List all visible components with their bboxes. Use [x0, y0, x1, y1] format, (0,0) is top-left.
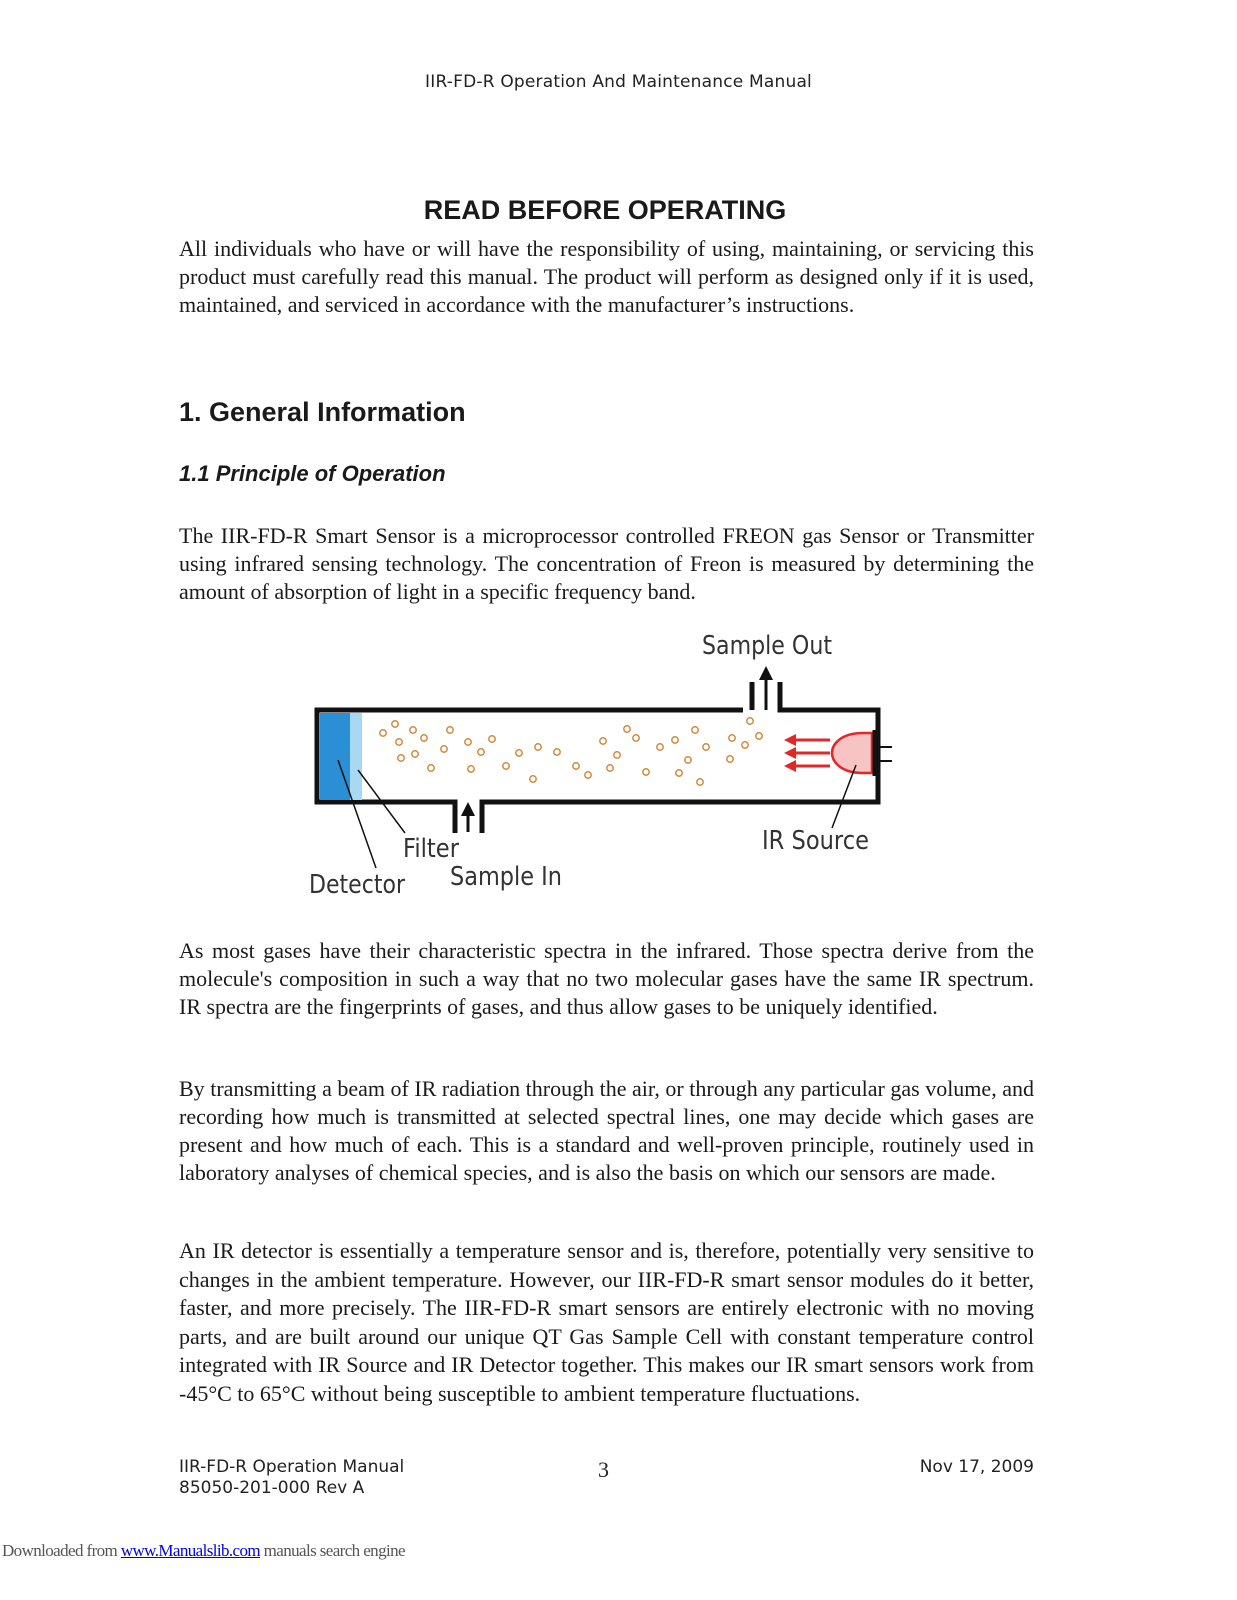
manualslib-link[interactable]: www.Manualslib.com [120, 1541, 261, 1560]
read-before-body: All individuals who have or will have the responsibility of using, maintaining, or servicing this product must carefully read this manual. The product will perform as designed only if it is used, maintained, and serviced in accordance with the manufacturer’s instructions. [179, 236, 1034, 317]
principle-intro: The IIR-FD-R Smart Sensor is a microprocessor controlled FREON gas Sensor or Transmitter using infrared sensing technology. The concentration of Freon is measured by determining the amount of absorption of light in a specific frequency band. [179, 523, 1034, 604]
detector-element [320, 713, 350, 800]
filter-label: Filter [403, 834, 460, 864]
footer-doc-number: 85050-201-000 Rev A [179, 1478, 365, 1498]
footer-manual-title: IIR-FD-R Operation Manual [179, 1457, 405, 1477]
detector-label: Detector [309, 870, 406, 900]
paragraph-detector: An IR detector is essentially a temperature sensor and is, therefore, potentially very sensitive to changes in the ambient temperature. However, our IIR-FD-R smart sensor modules do it better, faster, and more precisely. The IIR-FD-R smart sensors are entirely electronic with no moving parts, and are built around our unique QT Gas Sample Cell with constant temperature control integrated with IR Source and IR Detector together. This makes our IR smart sensors work from -45°C to 65°C without being susceptible to ambient temperature fluctuations. [179, 1238, 1034, 1406]
ir-arrows [784, 734, 830, 772]
gas-cell-diagram [300, 620, 920, 910]
page-number: 3 [598, 1457, 609, 1482]
paragraph-spectra: As most gases have their characteristic spectra in the infrared. Those spectra derive from the molecule's composition in such a way that no two molecular gases have the same IR spectrum. IR spectra are the fingerprints of gases, and thus allow gases to be uniquely identified. [179, 938, 1034, 1019]
sample-in-arrow [461, 802, 475, 832]
footer-manual-info [179, 1457, 404, 1499]
sample-out-arrow [759, 666, 773, 710]
section-1-heading: 1. General Information [179, 397, 466, 427]
running-header: IIR-FD-R Operation And Maintenance Manual [425, 72, 812, 92]
ir-source-lamp [832, 730, 892, 776]
read-before-title: READ BEFORE OPERATING [423, 195, 787, 225]
ir-source-leader [832, 765, 856, 828]
filter-element [350, 713, 362, 800]
sample-in-label: Sample In [450, 862, 562, 892]
footer-date: Nov 17, 2009 [919, 1457, 1034, 1477]
download-notice [2, 1541, 405, 1561]
sample-out-label: Sample Out [702, 631, 832, 661]
gas-particles [380, 718, 762, 785]
section-1-1-heading: 1.1 Principle of Operation [179, 461, 446, 486]
download-prefix: Downloaded from [2, 1541, 121, 1560]
download-suffix: manuals search engine [260, 1541, 405, 1560]
paragraph-transmission: By transmitting a beam of IR radiation through the air, or through any particular gas volume, and recording how much is transmitted at selected spectral lines, one may decide which gases are present and how much of each. This is a standard and well-proven principle, routinely used in laboratory analyses of chemical species, and is also the basis on which our sensors are made. [179, 1076, 1034, 1185]
ir-source-label: IR Source [762, 826, 869, 856]
